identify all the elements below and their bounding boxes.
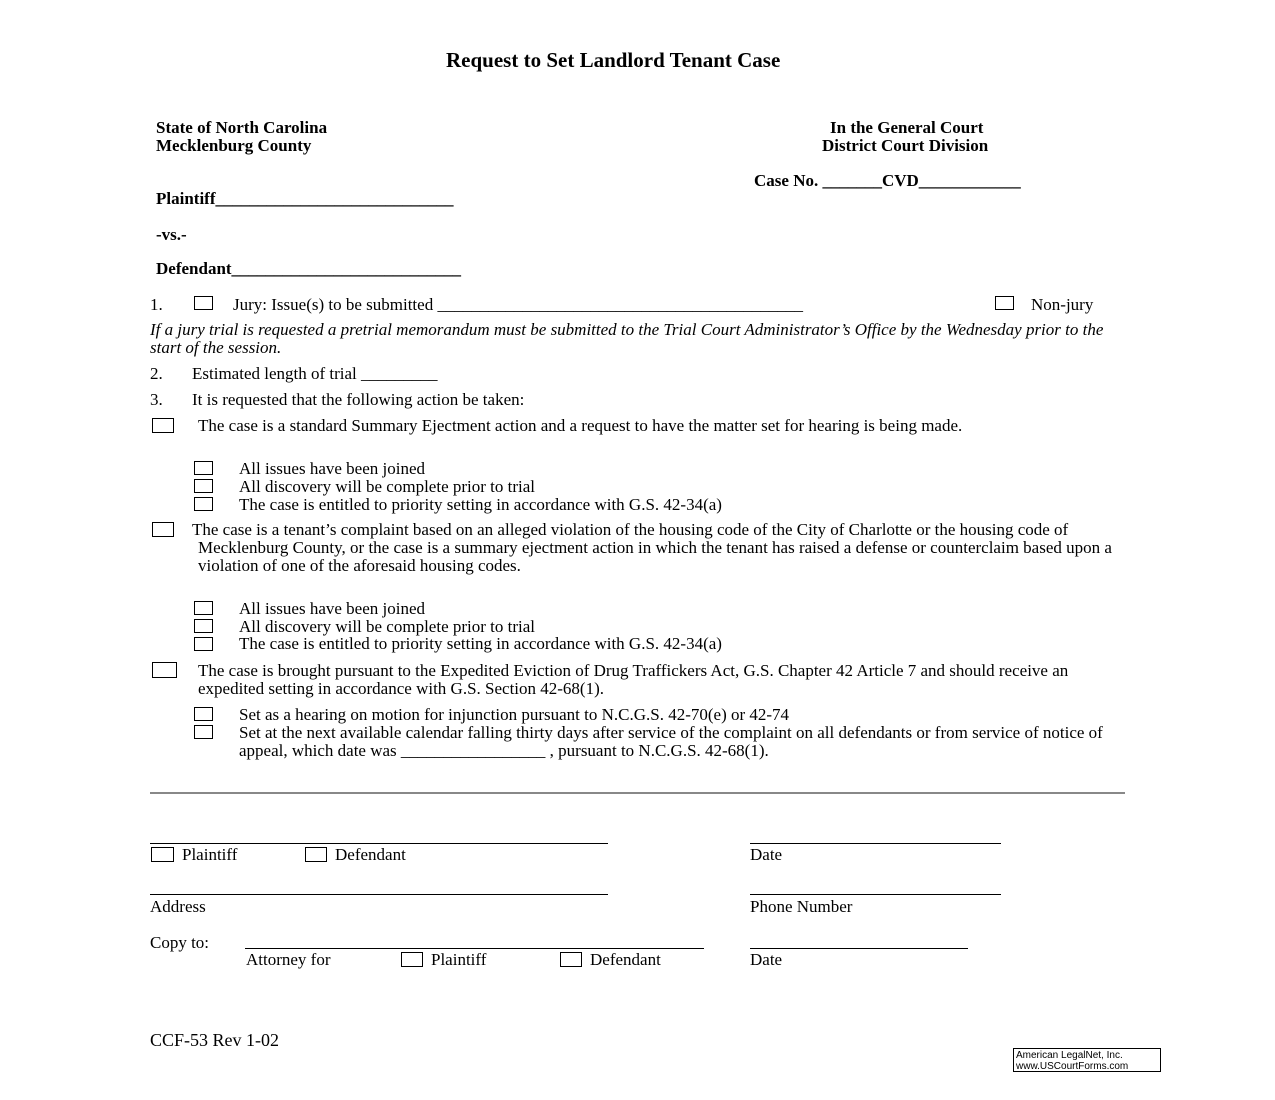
signer-plaintiff-checkbox[interactable] (151, 847, 174, 862)
court-label: In the General Court (830, 118, 984, 137)
drug-eviction-checkbox[interactable] (152, 662, 177, 678)
signer-defendant-label: Defendant (335, 845, 406, 864)
trial-length-field[interactable]: Estimated length of trial _________ (192, 364, 438, 383)
page-title: Request to Set Landlord Tenant Case (446, 48, 781, 72)
publisher-name: American LegalNet, Inc. (1016, 1050, 1123, 1061)
division-label: District Court Division (822, 136, 989, 155)
attorney-defendant-label: Defendant (590, 950, 661, 969)
date-label: Date (750, 845, 783, 864)
publisher-url[interactable]: www.USCourtForms.com (1016, 1061, 1129, 1072)
copy-date-label: Date (750, 950, 783, 969)
tenant-discovery-label: All discovery will be complete prior to trial (239, 617, 536, 636)
section-divider (150, 792, 1125, 794)
item-3-text: It is requested that the following action be taken: (192, 390, 525, 409)
calendar-setting-label: Set at the next available calendar falling thirty days after service of the complaint on all defendants or from service of notice of appeal, which date was _________________ , pursuant to N.C.G.S. 42-68(1). (239, 723, 1103, 760)
copy-to-label: Copy to: (150, 933, 210, 952)
address-line[interactable] (150, 894, 608, 895)
publisher-box (1013, 1048, 1161, 1072)
case-number-field[interactable]: Case No. _______CVD____________ (754, 171, 1021, 190)
injunction-hearing-label: Set as a hearing on motion for injunction pursuant to N.C.G.S. 42-70(e) or 42-74 (239, 705, 790, 724)
standard-priority-checkbox[interactable] (194, 497, 213, 511)
phone-label: Phone Number (750, 897, 853, 916)
calendar-setting-checkbox[interactable] (194, 725, 213, 739)
standard-ejectment-text: The case is a standard Summary Ejectment action and a request to have the matter set for hearing is being made. (198, 416, 963, 435)
plaintiff-field[interactable]: Plaintiff____________________________ (156, 189, 454, 208)
standard-discovery-label: All discovery will be complete prior to trial (239, 477, 536, 496)
tenant-discovery-checkbox[interactable] (194, 619, 213, 633)
attorney-plaintiff-checkbox[interactable] (401, 952, 423, 967)
standard-ejectment-checkbox[interactable] (152, 418, 174, 433)
jury-checkbox[interactable] (194, 296, 213, 310)
tenant-priority-checkbox[interactable] (194, 637, 213, 651)
tenant-joined-checkbox[interactable] (194, 601, 213, 615)
nonjury-label: Non-jury (1031, 295, 1094, 314)
signer-defendant-checkbox[interactable] (305, 847, 327, 862)
attorney-defendant-checkbox[interactable] (560, 952, 582, 967)
jury-note: If a jury trial is requested a pretrial memorandum must be submitted to the Trial Court Administrator’s Office by the Wednesday prior to the start of the session. (150, 320, 1104, 357)
tenant-complaint-checkbox[interactable] (152, 522, 174, 537)
tenant-complaint-body: The case is a tenant’s complaint based on an alleged violation of the housing code of the City of Charlotte or the housing code of Mecklenburg County, or the case is a summary ejectment action in which the tenant has raised a defense or counterclaim based upon a violation of one of the aforesaid housing codes. (192, 520, 1112, 575)
injunction-hearing-checkbox[interactable] (194, 707, 213, 721)
nonjury-checkbox[interactable] (995, 296, 1014, 310)
standard-priority-label: The case is entitled to priority setting in accordance with G.S. 42-34(a) (239, 495, 722, 514)
signature-line[interactable] (150, 843, 608, 844)
drug-eviction-text: The case is brought pursuant to the Expedited Eviction of Drug Traffickers Act, G.S. Chapter 42 Article 7 and should receive an expedited setting in accordance with G.S. Section 42-68(1). (198, 661, 1069, 698)
standard-discovery-checkbox[interactable] (194, 479, 213, 493)
address-label: Address (150, 897, 206, 916)
defendant-field[interactable]: Defendant___________________________ (156, 259, 462, 278)
tenant-priority-label: The case is entitled to priority setting in accordance with G.S. 42-34(a) (239, 634, 722, 653)
date-line[interactable] (750, 843, 1001, 844)
item-2-number: 2. (150, 364, 163, 383)
jury-issues-field[interactable]: Jury: Issue(s) to be submitted ___________________________________________ (233, 295, 803, 314)
copy-date-line[interactable] (750, 948, 968, 949)
item-3-number: 3. (150, 390, 163, 409)
tenant-joined-label: All issues have been joined (239, 599, 426, 618)
phone-line[interactable] (750, 894, 1001, 895)
versus-label: -vs.- (156, 225, 187, 244)
signer-plaintiff-label: Plaintiff (182, 845, 238, 864)
attorney-for-label: Attorney for (246, 950, 331, 969)
standard-joined-label: All issues have been joined (239, 459, 426, 478)
copy-to-line[interactable] (245, 948, 704, 949)
county-label: Mecklenburg County (156, 136, 312, 155)
form-id: CCF-53 Rev 1-02 (150, 1030, 280, 1050)
attorney-plaintiff-label: Plaintiff (431, 950, 487, 969)
state-label: State of North Carolina (156, 118, 328, 137)
tenant-complaint-text (192, 521, 1120, 575)
item-1-number: 1. (150, 295, 163, 314)
standard-joined-checkbox[interactable] (194, 461, 213, 475)
